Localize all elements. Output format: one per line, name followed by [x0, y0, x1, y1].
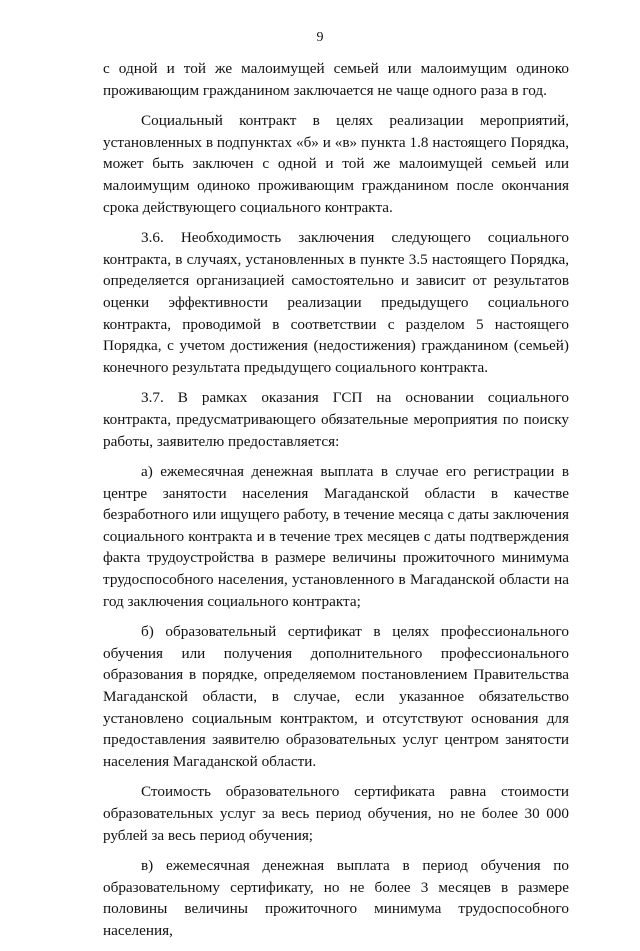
- paragraph-3-6: 3.6. Необходимость заключения следующего социального контракта, в случаях, установленных в пункте 3.5 настоящего Порядка, определяется организацией самостоятельно и зависит от результатов оценки эффективности реализации предыдущего социального контракта, проводимой в соответствии с разделом 5 настоящего Порядка, с учетом достижения (недостижения) гражданином (семьей) конечного результата предыдущего социального контракта.: [103, 229, 569, 376]
- paragraph-item-b: б) образовательный сертификат в целях профессионального обучения или получения дополнительного профессионального образования в порядке, определяемом постановлением Правительства Магаданской области, в случае, если указанное обязательство установлено социальным контрактом, и отсутствуют основания для предоставления заявителю образовательных услуг центром занятости населения Магаданской области.: [103, 623, 569, 770]
- paragraph-social-contract-repeat: Социальный контракт в целях реализации мероприятий, установленных в подпунктах «б» и «в» пункта 1.8 настоящего Порядка, может быть заключен с одной и той же малоимущей семьей или малоимущим одиноко проживающим гражданином после окончания срока действующего социального контракта.: [103, 112, 569, 216]
- paragraph-3-7: 3.7. В рамках оказания ГСП на основании социального контракта, предусматривающего обязательные мероприятия по поиску работы, заявителю предоставляется:: [103, 389, 569, 450]
- paragraph-continuation: с одной и той же малоимущей семьей или малоимущим одиноко проживающим гражданином заключается не чаще одного раза в год.: [103, 60, 569, 99]
- document-body: [103, 58, 569, 951]
- paragraph-item-a: а) ежемесячная денежная выплата в случае его регистрации в центре занятости населения Магаданской области в качестве безработного или ищущего работу, в течение месяца с даты заключения социального контракта и в течение трех месяцев с даты подтверждения факта трудоустройства в размере величины прожиточного минимума трудоспособного населения, установленного в Магаданской области на год заключения социального контракта;: [103, 463, 569, 610]
- paragraph-certificate-cost: Стоимость образовательного сертификата равна стоимости образовательных услуг за весь период обучения, но не более 30 000 рублей за весь период обучения;: [103, 783, 569, 844]
- paragraph-item-v: в) ежемесячная денежная выплата в период обучения по образовательному сертификату, но не более 3 месяцев в размере половины величины прожиточного минимума трудоспособного населения,: [103, 857, 569, 939]
- page-number: 9: [316, 30, 324, 45]
